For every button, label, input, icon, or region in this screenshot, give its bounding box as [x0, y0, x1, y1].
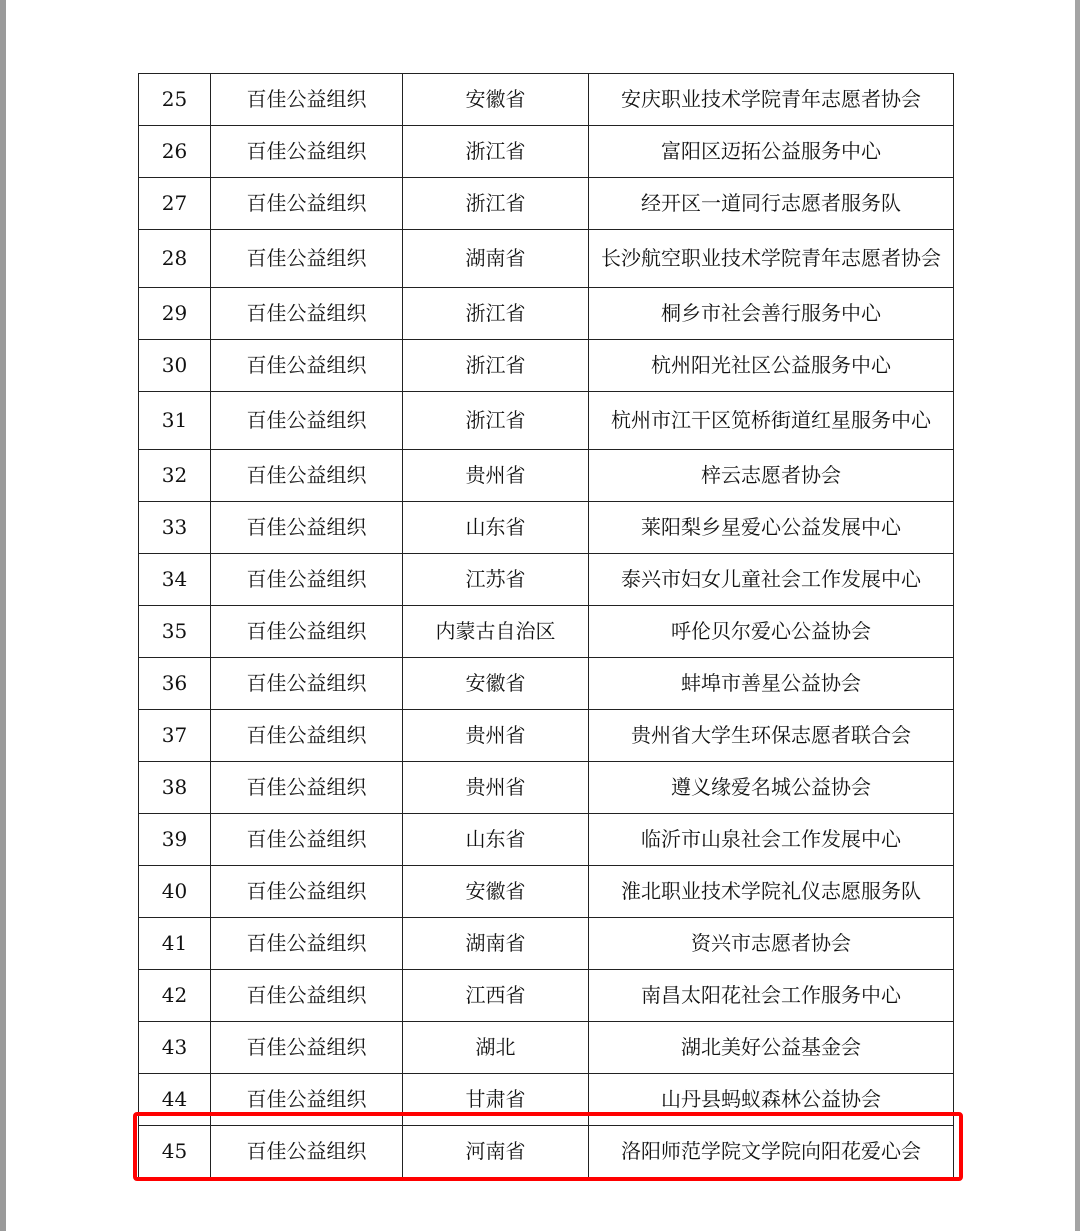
- row-province: 山东省: [403, 502, 589, 554]
- row-province: 浙江省: [403, 178, 589, 230]
- row-organization: 杭州阳光社区公益服务中心: [589, 340, 954, 392]
- row-province: 安徽省: [403, 658, 589, 710]
- row-category: 百佳公益组织: [211, 918, 403, 970]
- table-row: [139, 74, 954, 126]
- table-row: [139, 866, 954, 918]
- row-organization: 长沙航空职业技术学院青年志愿者协会: [589, 230, 954, 288]
- row-category: 百佳公益组织: [211, 502, 403, 554]
- row-organization: 临沂市山泉社会工作发展中心: [589, 814, 954, 866]
- row-category: 百佳公益组织: [211, 866, 403, 918]
- row-number: 32: [139, 450, 211, 502]
- row-category: 百佳公益组织: [211, 1074, 403, 1126]
- table-row: [139, 178, 954, 230]
- row-province: 浙江省: [403, 288, 589, 340]
- row-category: 百佳公益组织: [211, 762, 403, 814]
- row-category: 百佳公益组织: [211, 1022, 403, 1074]
- row-number: 26: [139, 126, 211, 178]
- table-row: [139, 970, 954, 1022]
- row-category: 百佳公益组织: [211, 74, 403, 126]
- row-province: 甘肃省: [403, 1074, 589, 1126]
- table-row: [139, 340, 954, 392]
- row-number: 40: [139, 866, 211, 918]
- row-province: 湖南省: [403, 918, 589, 970]
- row-organization: 泰兴市妇女儿童社会工作发展中心: [589, 554, 954, 606]
- row-province: 江苏省: [403, 554, 589, 606]
- page-edge-right: [1075, 0, 1080, 1231]
- row-category: 百佳公益组织: [211, 288, 403, 340]
- table-row: [139, 230, 954, 288]
- table-row: [139, 1022, 954, 1074]
- table-row: [139, 288, 954, 340]
- row-category: 百佳公益组织: [211, 606, 403, 658]
- row-category: 百佳公益组织: [211, 126, 403, 178]
- row-number: 35: [139, 606, 211, 658]
- row-category: 百佳公益组织: [211, 178, 403, 230]
- row-organization: 洛阳师范学院文学院向阳花爱心会: [589, 1126, 954, 1178]
- row-number: 31: [139, 392, 211, 450]
- row-province: 河南省: [403, 1126, 589, 1178]
- table-row-highlighted: [139, 1126, 954, 1178]
- row-number: 27: [139, 178, 211, 230]
- row-province: 湖北: [403, 1022, 589, 1074]
- row-number: 30: [139, 340, 211, 392]
- row-organization: 蚌埠市善星公益协会: [589, 658, 954, 710]
- table-row: [139, 606, 954, 658]
- row-category: 百佳公益组织: [211, 450, 403, 502]
- row-province: 安徽省: [403, 866, 589, 918]
- row-category: 百佳公益组织: [211, 1126, 403, 1178]
- table-row: [139, 392, 954, 450]
- row-number: 29: [139, 288, 211, 340]
- row-number: 43: [139, 1022, 211, 1074]
- row-category: 百佳公益组织: [211, 970, 403, 1022]
- row-province: 湖南省: [403, 230, 589, 288]
- row-number: 34: [139, 554, 211, 606]
- row-province: 安徽省: [403, 74, 589, 126]
- row-number: 25: [139, 74, 211, 126]
- row-organization: 杭州市江干区笕桥街道红星服务中心: [589, 392, 954, 450]
- row-organization: 安庆职业技术学院青年志愿者协会: [589, 74, 954, 126]
- row-category: 百佳公益组织: [211, 340, 403, 392]
- row-number: 33: [139, 502, 211, 554]
- row-number: 36: [139, 658, 211, 710]
- row-province: 浙江省: [403, 392, 589, 450]
- page-edge-left: [0, 0, 6, 1231]
- row-province: 内蒙古自治区: [403, 606, 589, 658]
- row-organization: 南昌太阳花社会工作服务中心: [589, 970, 954, 1022]
- row-province: 贵州省: [403, 450, 589, 502]
- row-category: 百佳公益组织: [211, 658, 403, 710]
- row-number: 41: [139, 918, 211, 970]
- table-row: [139, 762, 954, 814]
- row-category: 百佳公益组织: [211, 814, 403, 866]
- row-number: 38: [139, 762, 211, 814]
- row-organization: 淮北职业技术学院礼仪志愿服务队: [589, 866, 954, 918]
- row-organization: 山丹县蚂蚁森林公益协会: [589, 1074, 954, 1126]
- table-row: [139, 658, 954, 710]
- row-organization: 呼伦贝尔爱心公益协会: [589, 606, 954, 658]
- row-organization: 莱阳梨乡星爱心公益发展中心: [589, 502, 954, 554]
- row-organization: 梓云志愿者协会: [589, 450, 954, 502]
- row-organization: 桐乡市社会善行服务中心: [589, 288, 954, 340]
- row-province: 贵州省: [403, 710, 589, 762]
- row-number: 45: [139, 1126, 211, 1178]
- row-organization: 资兴市志愿者协会: [589, 918, 954, 970]
- row-number: 39: [139, 814, 211, 866]
- table-row: [139, 502, 954, 554]
- table-row: [139, 554, 954, 606]
- row-province: 浙江省: [403, 340, 589, 392]
- row-category: 百佳公益组织: [211, 710, 403, 762]
- table-row: [139, 918, 954, 970]
- table-row: [139, 710, 954, 762]
- table-row: [139, 126, 954, 178]
- row-organization: 富阳区迈拓公益服务中心: [589, 126, 954, 178]
- row-organization: 贵州省大学生环保志愿者联合会: [589, 710, 954, 762]
- row-organization: 经开区一道同行志愿者服务队: [589, 178, 954, 230]
- award-table: [138, 73, 954, 1178]
- row-province: 浙江省: [403, 126, 589, 178]
- table-row: [139, 450, 954, 502]
- table-row: [139, 814, 954, 866]
- row-category: 百佳公益组织: [211, 230, 403, 288]
- row-category: 百佳公益组织: [211, 554, 403, 606]
- row-number: 44: [139, 1074, 211, 1126]
- row-province: 贵州省: [403, 762, 589, 814]
- row-number: 42: [139, 970, 211, 1022]
- table-row: [139, 1074, 954, 1126]
- row-number: 28: [139, 230, 211, 288]
- row-category: 百佳公益组织: [211, 392, 403, 450]
- row-province: 江西省: [403, 970, 589, 1022]
- row-organization: 遵义缘爱名城公益协会: [589, 762, 954, 814]
- row-organization: 湖北美好公益基金会: [589, 1022, 954, 1074]
- row-province: 山东省: [403, 814, 589, 866]
- row-number: 37: [139, 710, 211, 762]
